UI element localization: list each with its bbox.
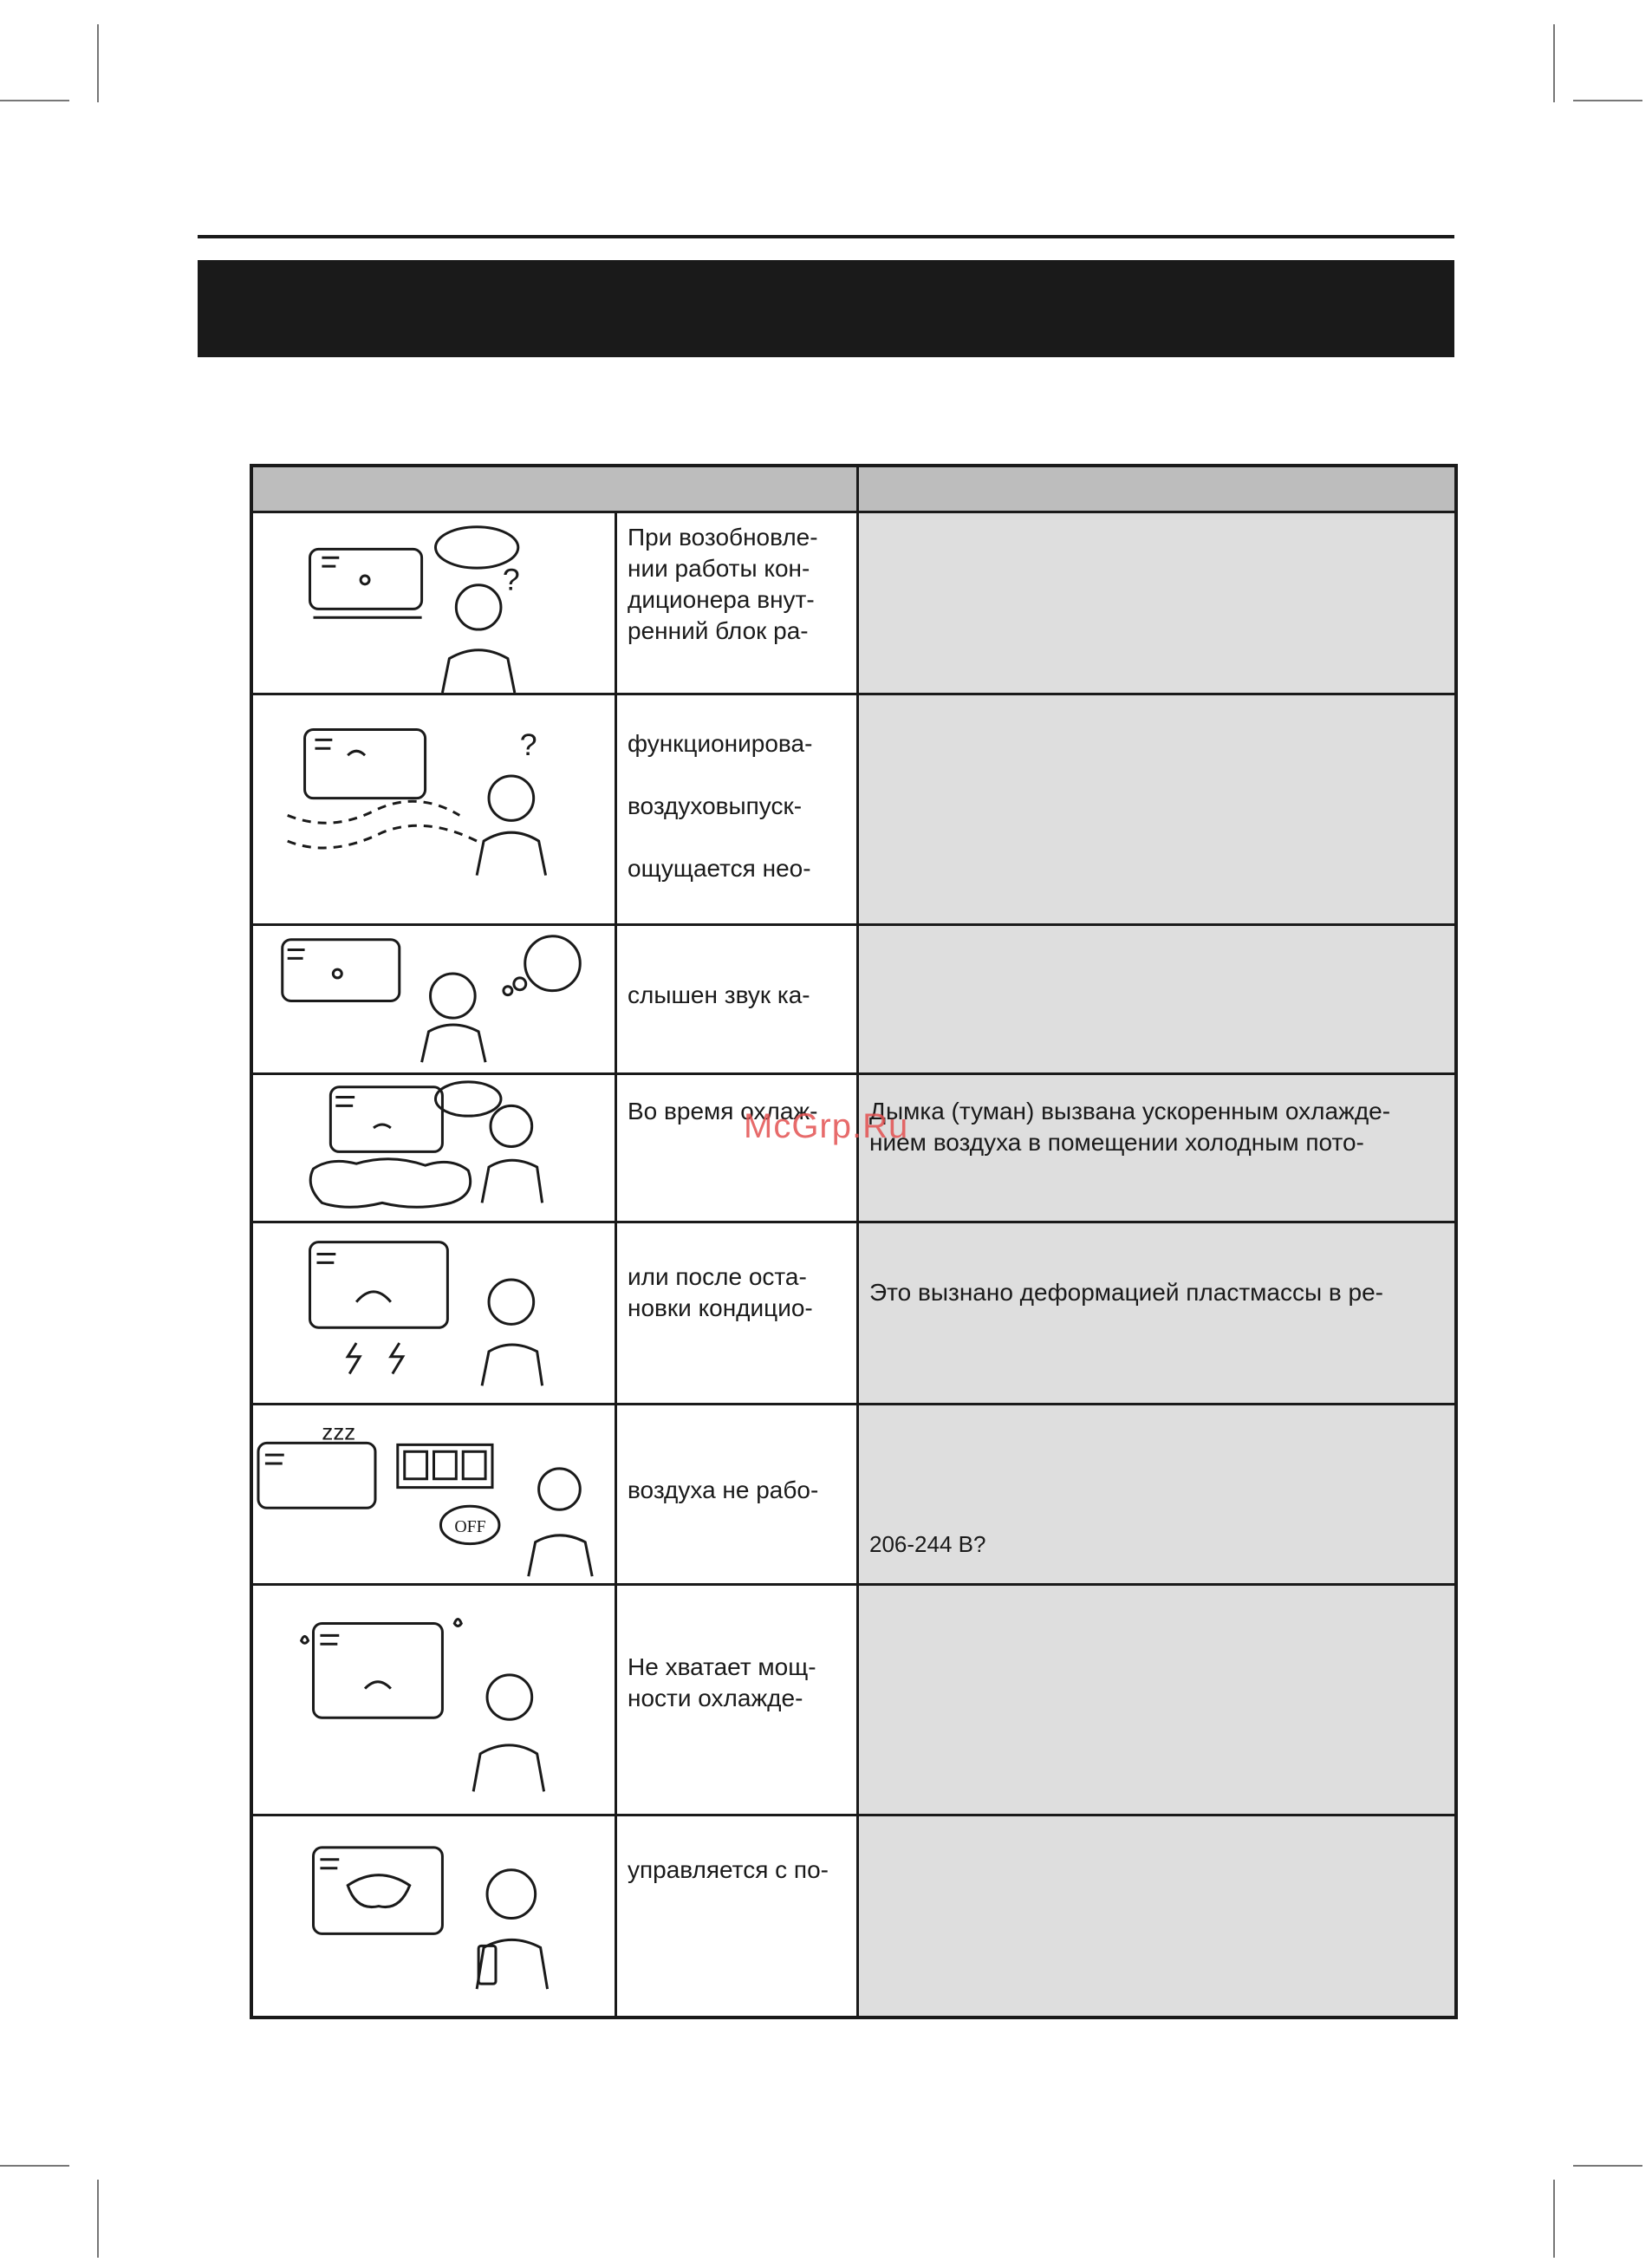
- ac-unit-weak-cooling-icon: [253, 1586, 615, 1814]
- row-illustration: [253, 1586, 617, 1816]
- ac-unit-noise-icon: [253, 926, 615, 1072]
- row-symptom: [617, 1405, 859, 1586]
- row-explanation: [859, 513, 1454, 695]
- off-label: OFF: [454, 1516, 486, 1536]
- row-illustration: [253, 1075, 617, 1223]
- explanation-line: Дымка (туман) вызвана ускоренным охлажде-: [869, 1098, 1391, 1124]
- symptom-line: [628, 822, 849, 853]
- row-illustration: [253, 926, 617, 1075]
- row-illustration: [253, 1405, 617, 1586]
- ac-unit-person-question-icon: [253, 513, 615, 693]
- row-explanation: [859, 926, 1454, 1075]
- symptom-line: диционера внут-: [628, 586, 815, 613]
- crop-mark: [0, 2165, 69, 2167]
- symptom-line: ренний блок ра-: [628, 617, 809, 644]
- symptom-line: управляется с по-: [628, 1856, 829, 1883]
- symptom-line: слышен звук ка-: [628, 981, 810, 1008]
- row-illustration: [253, 1223, 617, 1405]
- crop-mark: [0, 100, 69, 101]
- ac-unit-airflow-odor-icon: [253, 695, 615, 923]
- row-symptom: [617, 513, 859, 695]
- row-illustration: [253, 513, 617, 695]
- row-symptom: [617, 926, 859, 1075]
- symptom-line: [628, 759, 849, 791]
- symptom-line: ощущается нео-: [628, 855, 811, 882]
- explanation-line: нием воздуха в помещении холодным пото-: [869, 1129, 1364, 1156]
- symptom-line: При возобновле-: [628, 524, 818, 551]
- troubleshooting-table: [250, 464, 1458, 2019]
- row-explanation: [859, 1075, 1454, 1223]
- row-explanation: [859, 1816, 1454, 2016]
- row-symptom: [617, 695, 859, 926]
- symptom-line: нии работы кон-: [628, 555, 810, 582]
- row-explanation: [859, 1405, 1454, 1586]
- table-header-symptom: [253, 467, 859, 513]
- row-illustration: [253, 1816, 617, 2016]
- symptom-line: Не хватает мощ-: [628, 1653, 816, 1680]
- symptom-line: новки кондицио-: [628, 1294, 813, 1321]
- row-illustration: [253, 695, 617, 926]
- row-symptom: [617, 1075, 859, 1223]
- svg-text:?: ?: [502, 562, 520, 597]
- ac-unit-remote-control-icon: [253, 1816, 615, 2016]
- watermark: McGrp.Ru: [744, 1107, 909, 1145]
- symptom-line: ности охлажде-: [628, 1685, 803, 1711]
- symptom-line: Во время охлаж-: [628, 1098, 818, 1124]
- crop-mark: [1553, 2180, 1555, 2258]
- ac-unit-off-switch-icon: [253, 1405, 615, 1583]
- ac-unit-cracking-icon: [253, 1223, 615, 1403]
- explanation-line: Это вызнано деформацией пластмассы в ре-: [869, 1279, 1384, 1306]
- symptom-line: воздуховыпуск-: [628, 792, 803, 819]
- row-symptom: [617, 1586, 859, 1816]
- row-explanation: [859, 1223, 1454, 1405]
- ac-unit-mist-icon: [253, 1075, 615, 1221]
- row-symptom: [617, 1816, 859, 2016]
- crop-mark: [97, 24, 99, 102]
- symptom-line: или после оста-: [628, 1263, 807, 1290]
- table-header-explanation: [859, 467, 1454, 513]
- row-explanation: [859, 695, 1454, 926]
- symptom-line: воздуха не рабо-: [628, 1476, 819, 1503]
- top-rule: [198, 235, 1454, 238]
- crop-mark: [97, 2180, 99, 2258]
- crop-mark: [1553, 24, 1555, 102]
- row-explanation: [859, 1586, 1454, 1816]
- svg-text:zzz: zzz: [322, 1420, 356, 1445]
- svg-text:?: ?: [519, 727, 537, 763]
- explanation-line: 206-244 В?: [869, 1531, 986, 1557]
- crop-mark: [1573, 100, 1642, 101]
- row-symptom: [617, 1223, 859, 1405]
- crop-mark: [1573, 2165, 1642, 2167]
- symptom-line: функционирова-: [628, 730, 813, 757]
- section-header-band: [198, 260, 1454, 357]
